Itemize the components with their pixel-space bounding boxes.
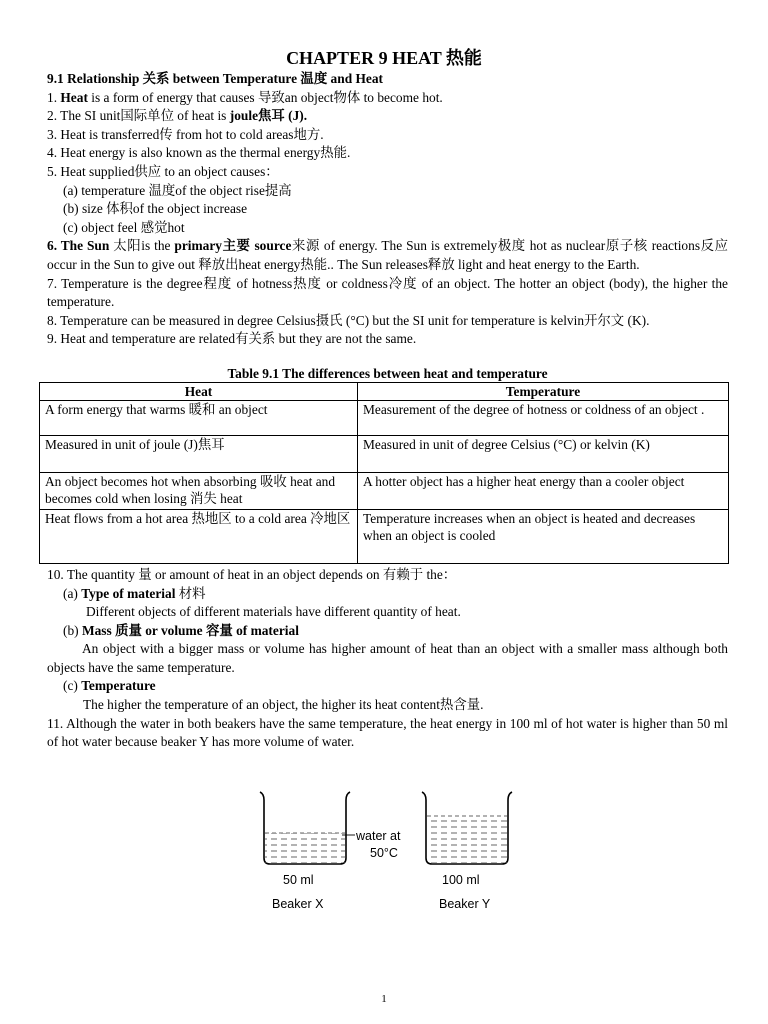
point-7: 7. Temperature is the degree程度 of hotness热度 or coldness冷度 of an object. The hotter an object (body), the higher the temperature. bbox=[47, 275, 728, 310]
point-2-text: 2. The SI unit国际单位 of heat is bbox=[47, 108, 230, 124]
beaker-x-water bbox=[265, 833, 345, 863]
point-5b: (b) size 体积of the object increase bbox=[63, 201, 248, 217]
point-6-text-b: 太阳is the bbox=[109, 238, 175, 254]
table-row bbox=[40, 435, 729, 472]
table-cell: Measured in unit of degree Celsius (°C) or kelvin (K) bbox=[358, 435, 729, 472]
beaker-y-volume-text: 100 ml bbox=[442, 873, 480, 887]
point-8: 8. Temperature can be measured in degree Celsius摄氏 (°C) but the SI unit for temperature is kelvin开尔文 (K). bbox=[47, 312, 650, 328]
point-10a bbox=[47, 585, 728, 604]
beaker-x bbox=[260, 792, 350, 864]
water-label-line2: 50°C bbox=[370, 846, 398, 860]
point-10b-text: An object with a bigger mass or volume has higher amount of heat than an object with a smaller mass although both objects have the same temperature. bbox=[47, 641, 728, 675]
comparison-table bbox=[39, 382, 729, 564]
table-row bbox=[40, 400, 729, 435]
point-11: 11. Although the water in both beakers have the same temperature, the heat energy in 100 ml of hot water is higher than 50 ml of hot water because beaker Y has more volume of water. bbox=[47, 715, 728, 750]
section-heading-text: 9.1 Relationship 关系 between Temperature 温度 and Heat bbox=[47, 71, 384, 86]
point-10a-label: (a) bbox=[63, 585, 82, 601]
point-10c-text: The higher the temperature of an object, the higher its heat content热含量. bbox=[83, 697, 484, 713]
point-9: 9. Heat and temperature are related有关系 but they are not the same. bbox=[47, 331, 417, 347]
table-row bbox=[40, 472, 729, 509]
point-10c-title: Temperature bbox=[81, 678, 156, 694]
table-header-row bbox=[40, 382, 729, 400]
point-10b-label: (b) bbox=[63, 622, 82, 638]
page-number: 1 bbox=[381, 993, 387, 1005]
point-10c-label: (c) bbox=[63, 678, 82, 694]
point-10b-title: Mass 质量 or volume 容量 of material bbox=[81, 622, 299, 638]
point-5: 5. Heat supplied供应 to an object causes： bbox=[47, 163, 279, 179]
table-header-heat: Heat bbox=[40, 382, 358, 400]
point-6-bold-a: 6. The Sun bbox=[47, 238, 110, 254]
point-1-bold: Heat bbox=[60, 89, 88, 105]
point-6-bold-c: primary主要 source bbox=[174, 238, 292, 254]
beaker-y-name: Beaker Y bbox=[439, 897, 491, 911]
table-header-temperature: Temperature bbox=[358, 382, 729, 400]
beaker-y-volume bbox=[442, 873, 480, 887]
point-5c: (c) object feel 感觉hot bbox=[63, 219, 185, 235]
beaker-y bbox=[422, 792, 512, 864]
content-body bbox=[47, 70, 728, 752]
point-2 bbox=[47, 107, 728, 126]
beaker-x-volume-text: 50 ml bbox=[283, 873, 314, 887]
point-10a-title: Type of material bbox=[81, 585, 176, 601]
point-6-text-d: 来源 of energy. The Sun is extremely极度 hot as nuclear原子核 reactions反应 occur in the Sun to give out 释放出heat energy热能.. The Sun releases释放 light and heat energy to the Earth. bbox=[47, 238, 728, 272]
point-3: 3. Heat is transferred传 from hot to cold areas地方. bbox=[47, 126, 324, 142]
beakers-figure bbox=[250, 788, 540, 918]
section-heading bbox=[47, 70, 728, 89]
beaker-x-volume bbox=[283, 873, 314, 887]
beaker-y-water bbox=[427, 816, 507, 863]
table-cell: Heat flows from a hot area 热地区 to a cold area 冷地区 bbox=[40, 509, 358, 563]
table-cell: Measured in unit of joule (J)焦耳 bbox=[40, 435, 358, 472]
point-2-bold: joule焦耳 (J). bbox=[229, 108, 308, 124]
chapter-title: CHAPTER 9 HEAT 热能 bbox=[286, 48, 482, 68]
point-1-text: is a form of energy that causes 导致an object物体 to become hot. bbox=[87, 89, 443, 105]
table-cell: A form energy that warms 暖和 an object bbox=[40, 400, 358, 435]
table-cell: Temperature increases when an object is heated and decreases when an object is cooled bbox=[358, 509, 729, 563]
point-10a-cn: 材料 bbox=[175, 585, 206, 601]
point-10: 10. The quantity 量 or amount of heat in an object depends on 有赖于 the： bbox=[47, 566, 457, 582]
point-4: 4. Heat energy is also known as the thermal energy热能. bbox=[47, 145, 351, 161]
water-label-line1: water at bbox=[356, 829, 401, 843]
point-6 bbox=[47, 237, 728, 274]
point-1-num: 1. bbox=[47, 89, 61, 105]
table-cell: Measurement of the degree of hotness or coldness of an object . bbox=[358, 400, 729, 435]
point-10b bbox=[47, 622, 728, 641]
beaker-x-name: Beaker X bbox=[272, 897, 324, 911]
table-row bbox=[40, 509, 729, 563]
table-cell: An object becomes hot when absorbing 吸收 heat and becomes cold when losing 消失 heat bbox=[40, 472, 358, 509]
table-caption: Table 9.1 The differences between heat and temperature bbox=[227, 365, 548, 381]
point-10a-text: Different objects of different materials have different quantity of heat. bbox=[86, 604, 461, 620]
point-5a: (a) temperature 温度of the object rise提高 bbox=[63, 182, 292, 198]
point-10c bbox=[47, 677, 728, 696]
table-cell: A hotter object has a higher heat energy than a cooler object bbox=[358, 472, 729, 509]
point-1 bbox=[47, 89, 728, 108]
